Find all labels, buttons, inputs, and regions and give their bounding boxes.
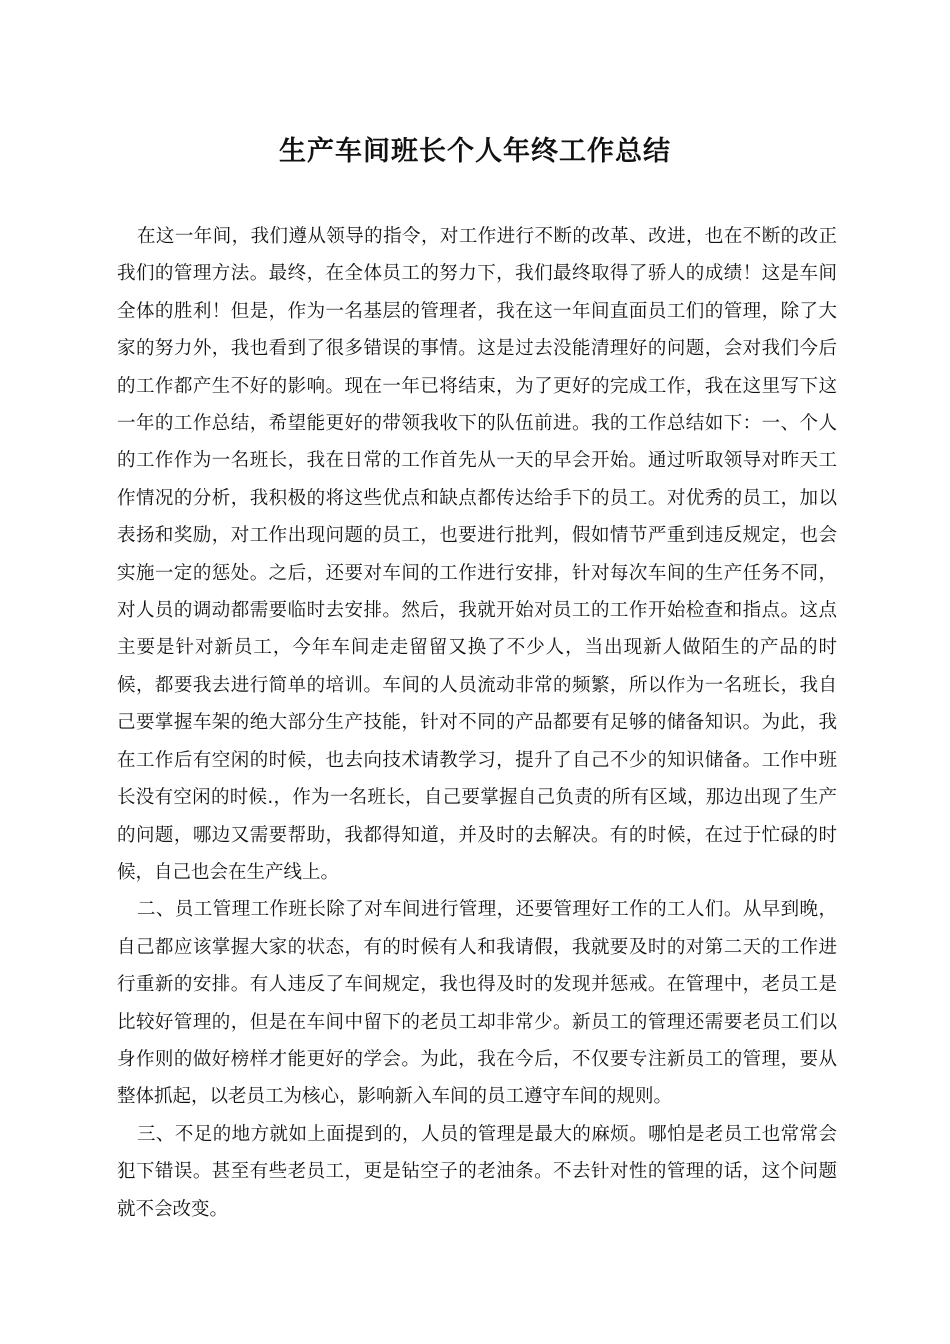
paragraph-intro-and-personal-work: 在这一年间，我们遵从领导的指令，对工作进行不断的改革、改进，也在不断的改正我们的管理方法。最终，在全体员工的努力下，我们最终取得了骄人的成绩！这是车间全体的胜利！但是，作为一名基层的管理者，我在这一年间直面员工们的管理，除了大家的努力外，我也看到了很多错误的事情。这是过去没能清理好的问题，会对我们今后的工作都产生不好的影响。现在一年已将结束，为了更好的完成工作，我在这里写下这一年的工作总结，希望能更好的带领我收下的队伍前进。我的工作总结如下：一、个人的工作作为一名班长，我在日常的工作首先从一天的早会开始。通过听取领导对昨天工作情况的分析，我积极的将这些优点和缺点都传达给手下的员工。对优秀的员工，加以表扬和奖励，对工作出现问题的员工，也要进行批判，假如情节严重到违反规定，也会实施一定的惩处。之后，还要对车间的工作进行安排，针对每次车间的生产任务不同，对人员的调动都需要临时去安排。然后，我就开始对员工的工作开始检查和指点。这点主要是针对新员工，今年车间走走留留又换了不少人，当出现新人做陌生的产品的时候，都要我去进行简单的培训。车间的人员流动非常的频繁，所以作为一名班长，我自己要掌握车架的绝大部分生产技能，针对不同的产品都要有足够的储备知识。为此，我在工作后有空闲的时候，也去向技术请教学习，提升了自己不少的知识储备。工作中班长没有空闲的时候.，作为一名班长，自己要掌握自己负责的所有区域，那边出现了生产的问题，哪边又需要帮助，我都得知道，并及时的去解决。有的时候，在过于忙碌的时候，自己也会在生产线上。	[117, 226, 837, 883]
document-title: 生产车间班长个人年终工作总结	[279, 136, 671, 167]
paragraph-shortcomings: 三、不足的地方就如上面提到的，人员的管理是最大的麻烦。哪怕是老员工也常常会犯下错误。甚至有些老员工，更是钻空子的老油条。不去针对性的管理的话，这个问题就不会改变。	[117, 1123, 837, 1220]
paragraph-staff-management: 二、员工管理工作班长除了对车间进行管理，还要管理好工作的工人们。从早到晚，自己都应该掌握大家的状态，有的时候有人和我请假，我就要及时的对第二天的工作进行重新的安排。有人违反了车间规定，我也得及时的发现并惩戒。在管理中，老员工是比较好管理的，但是在车间中留下的老员工却非常少。新员工的管理还需要老员工们以身作则的做好榜样才能更好的学会。为此，我在今后，不仅要专注新员工的管理，要从整体抓起，以老员工为核心，影响新入车间的员工遵守车间的规则。	[117, 899, 837, 1108]
document-body	[117, 218, 837, 1228]
